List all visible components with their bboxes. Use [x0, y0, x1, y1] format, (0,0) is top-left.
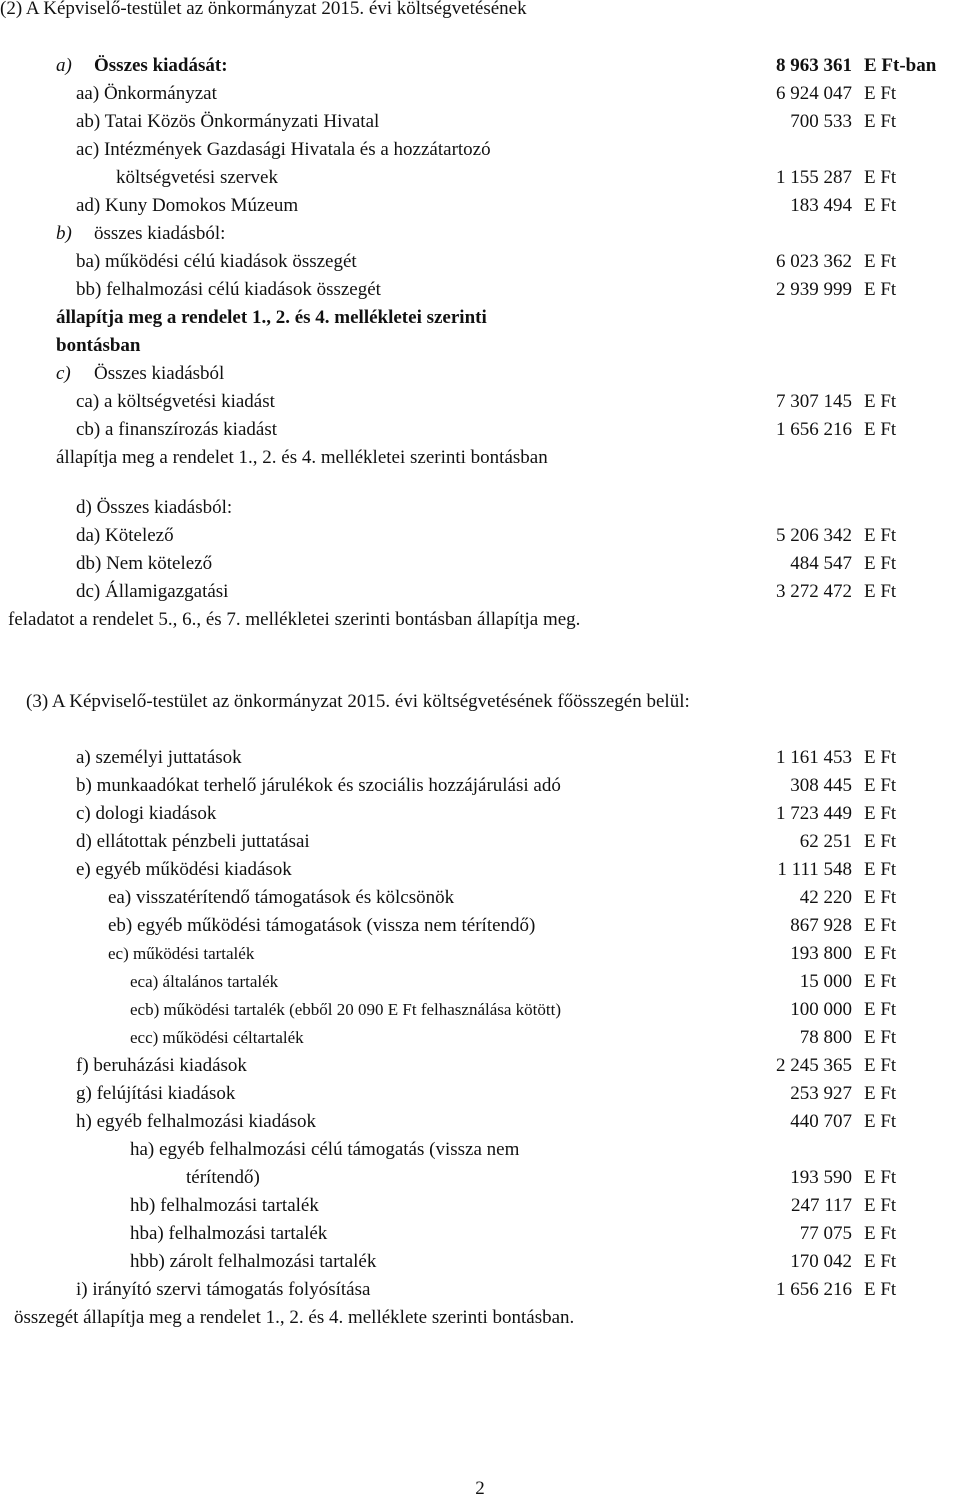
3a-unit: E Ft — [864, 747, 897, 768]
row-3hb — [0, 1192, 960, 1220]
3eca-unit: E Ft — [864, 971, 897, 992]
3hb-unit: E Ft — [864, 1195, 897, 1216]
dc-label: dc) Államigazgatási — [76, 581, 229, 602]
3g-amount: 253 927 — [790, 1083, 852, 1104]
3d-label: d) ellátottak pénzbeli juttatásai — [76, 831, 310, 852]
row-ca — [0, 388, 960, 416]
a-label: Összes kiadását: — [94, 55, 228, 76]
row-b-heading — [0, 220, 960, 248]
3ha-amount: 193 590 — [790, 1167, 852, 1188]
3c-unit: E Ft — [864, 803, 897, 824]
3hbb-label: hbb) zárolt felhalmozási tartalék — [130, 1251, 377, 1272]
b-closing-line2 — [0, 332, 960, 360]
b-closing-text-cont: bontásban — [56, 335, 141, 356]
aa-amount: 6 924 047 — [776, 83, 852, 104]
row-3hba — [0, 1220, 960, 1248]
da-amount: 5 206 342 — [776, 525, 852, 546]
3hbb-unit: E Ft — [864, 1251, 897, 1272]
row-3g — [0, 1080, 960, 1108]
row-3a — [0, 744, 960, 772]
row-3ec — [0, 940, 960, 968]
3ecb-amount: 100 000 — [790, 999, 852, 1020]
row-a-total — [0, 52, 960, 80]
3d-amount: 62 251 — [799, 831, 852, 852]
ba-amount: 6 023 362 — [776, 251, 852, 272]
3b-label: b) munkaadókat terhelő járulékok és szociális hozzájárulási adó — [76, 775, 561, 796]
3ec-unit: E Ft — [864, 943, 897, 964]
3hbb-amount: 170 042 — [790, 1251, 852, 1272]
row-3eb — [0, 912, 960, 940]
row-3hbb — [0, 1248, 960, 1276]
3hba-unit: E Ft — [864, 1223, 897, 1244]
row-3d — [0, 828, 960, 856]
aa-label: aa) Önkormányzat — [76, 83, 217, 104]
row-ac-line2 — [0, 164, 960, 192]
3eb-unit: E Ft — [864, 915, 897, 936]
3c-label: c) dologi kiadások — [76, 803, 217, 824]
row-3h — [0, 1108, 960, 1136]
3ec-label: ec) működési tartalék — [108, 944, 255, 963]
3e-label: e) egyéb működési kiadások — [76, 859, 292, 880]
3h-label: h) egyéb felhalmozási kiadások — [76, 1111, 317, 1132]
3f-label: f) beruházási kiadások — [76, 1055, 247, 1076]
row-bb — [0, 276, 960, 304]
row-3eca — [0, 968, 960, 996]
row-3ha-line2 — [0, 1164, 960, 1192]
3f-unit: E Ft — [864, 1055, 897, 1076]
row-3c — [0, 800, 960, 828]
row-cb — [0, 416, 960, 444]
3eca-label: eca) általános tartalék — [130, 972, 279, 991]
aa-unit: E Ft — [864, 83, 897, 104]
cb-unit: E Ft — [864, 419, 897, 440]
3e-amount: 1 111 548 — [777, 859, 852, 880]
3g-label: g) felújítási kiadások — [76, 1083, 236, 1104]
row-3i — [0, 1276, 960, 1304]
3hb-label: hb) felhalmozási tartalék — [130, 1195, 319, 1216]
cb-amount: 1 656 216 — [776, 419, 852, 440]
3hba-label: hba) felhalmozási tartalék — [130, 1223, 328, 1244]
c-closing — [0, 444, 960, 472]
ab-amount: 700 533 — [790, 111, 852, 132]
db-amount: 484 547 — [790, 553, 852, 574]
3ec-amount: 193 800 — [790, 943, 852, 964]
row-dc — [0, 578, 960, 606]
row-d-heading — [0, 494, 960, 522]
ab-label: ab) Tatai Közös Önkormányzati Hivatal — [76, 111, 380, 132]
da-unit: E Ft — [864, 525, 897, 546]
b-prefix: b) — [56, 223, 72, 244]
c-label: Összes kiadásból — [94, 363, 225, 384]
row-3ea — [0, 884, 960, 912]
bb-amount: 2 939 999 — [776, 279, 852, 300]
db-label: db) Nem kötelező — [76, 553, 213, 574]
section3-closing — [0, 1304, 960, 1332]
c-closing-text: állapítja meg a rendelet 1., 2. és 4. mellékletei szerinti bontásban — [56, 447, 548, 468]
d-closing-text: feladatot a rendelet 5., 6., és 7. mellékletei szerinti bontásban állapítja meg. — [8, 609, 581, 630]
row-aa — [0, 80, 960, 108]
d-closing — [0, 606, 960, 634]
bb-label: bb) felhalmozási célú kiadások összegét — [76, 279, 381, 300]
3f-amount: 2 245 365 — [776, 1055, 852, 1076]
3c-amount: 1 723 449 — [776, 803, 852, 824]
3ha-label: ha) egyéb felhalmozási célú támogatás (vissza nem — [130, 1139, 520, 1160]
section2-intro: (2) A Képviselő-testület az önkormányzat 2015. évi költségvetésének — [0, 0, 527, 19]
a-prefix: a) — [56, 55, 72, 76]
3ea-label: ea) visszatérítendő támogatások és kölcsönök — [108, 887, 455, 908]
ba-unit: E Ft — [864, 251, 897, 272]
bb-unit: E Ft — [864, 279, 897, 300]
3a-amount: 1 161 453 — [776, 747, 852, 768]
row-ad — [0, 192, 960, 220]
3ha-label-cont: térítendő) — [186, 1167, 260, 1188]
c-prefix: c) — [56, 363, 71, 384]
ab-unit: E Ft — [864, 111, 897, 132]
page-number: 2 — [475, 1478, 485, 1499]
cb-label: cb) a finanszírozás kiadást — [76, 419, 277, 440]
ad-label: ad) Kuny Domokos Múzeum — [76, 195, 299, 216]
row-ba — [0, 248, 960, 276]
row-3ecb — [0, 996, 960, 1024]
row-db — [0, 550, 960, 578]
3ecc-unit: E Ft — [864, 1027, 897, 1048]
ac-label-cont: költségvetési szervek — [116, 167, 278, 188]
row-3e — [0, 856, 960, 884]
dc-amount: 3 272 472 — [776, 581, 852, 602]
b-closing-line1 — [0, 304, 960, 332]
3hba-amount: 77 075 — [799, 1223, 852, 1244]
row-3b — [0, 772, 960, 800]
3a-label: a) személyi juttatások — [76, 747, 242, 768]
d-label: d) Összes kiadásból: — [76, 497, 233, 518]
row-ac-line1 — [0, 136, 960, 164]
a-unit: E Ft-ban — [864, 55, 937, 76]
ca-unit: E Ft — [864, 391, 897, 412]
3h-unit: E Ft — [864, 1111, 897, 1132]
a-amount: 8 963 361 — [776, 55, 852, 76]
3h-amount: 440 707 — [790, 1111, 852, 1132]
ad-amount: 183 494 — [790, 195, 852, 216]
section3-closing-text: összegét állapítja meg a rendelet 1., 2. és 4. melléklete szerinti bontásban. — [14, 1307, 575, 1328]
3e-unit: E Ft — [864, 859, 897, 880]
3eb-amount: 867 928 — [790, 915, 852, 936]
3b-unit: E Ft — [864, 775, 897, 796]
3ecb-unit: E Ft — [864, 999, 897, 1020]
3ea-unit: E Ft — [864, 887, 897, 908]
ba-label: ba) működési célú kiadások összegét — [76, 251, 357, 272]
da-label: da) Kötelező — [76, 525, 174, 546]
ad-unit: E Ft — [864, 195, 897, 216]
row-da — [0, 522, 960, 550]
b-label: összes kiadásból: — [94, 223, 226, 244]
3g-unit: E Ft — [864, 1083, 897, 1104]
row-3ha-line1 — [0, 1136, 960, 1164]
row-ab — [0, 108, 960, 136]
3i-unit: E Ft — [864, 1279, 897, 1300]
ca-amount: 7 307 145 — [776, 391, 852, 412]
ac-unit: E Ft — [864, 167, 897, 188]
row-3f — [0, 1052, 960, 1080]
row-c-heading — [0, 360, 960, 388]
3ecc-label: ecc) működési céltartalék — [130, 1028, 304, 1047]
section3-intro: (3) A Képviselő-testület az önkormányzat 2015. évi költségvetésének főösszegén belül: — [26, 691, 690, 712]
ca-label: ca) a költségvetési kiadást — [76, 391, 275, 412]
3eca-amount: 15 000 — [799, 971, 852, 992]
ac-amount: 1 155 287 — [776, 167, 852, 188]
3i-amount: 1 656 216 — [776, 1279, 852, 1300]
3ha-unit: E Ft — [864, 1167, 897, 1188]
row-3ecc — [0, 1024, 960, 1052]
3eb-label: eb) egyéb működési támogatások (vissza nem térítendő) — [108, 915, 536, 936]
3b-amount: 308 445 — [790, 775, 852, 796]
b-closing-text: állapítja meg a rendelet 1., 2. és 4. mellékletei szerinti — [56, 307, 487, 328]
3ea-amount: 42 220 — [799, 887, 852, 908]
dc-unit: E Ft — [864, 581, 897, 602]
ac-label: ac) Intézmények Gazdasági Hivatala és a hozzátartozó — [76, 139, 491, 160]
3i-label: i) irányító szervi támogatás folyósítása — [76, 1279, 371, 1300]
3ecb-label: ecb) működési tartalék (ebből 20 090 E Ft felhasználása kötött) — [130, 1000, 562, 1019]
3ecc-amount: 78 800 — [799, 1027, 852, 1048]
3hb-amount: 247 117 — [790, 1195, 852, 1216]
3d-unit: E Ft — [864, 831, 897, 852]
db-unit: E Ft — [864, 553, 897, 574]
